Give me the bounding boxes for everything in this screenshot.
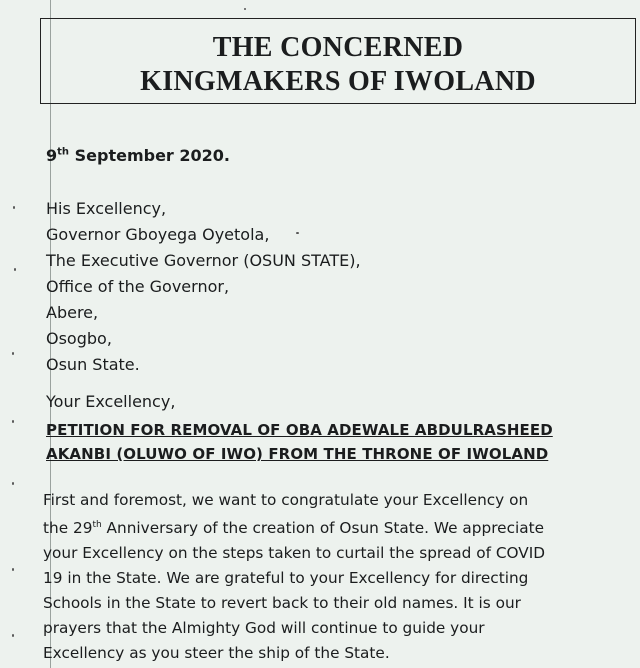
letterhead-box: [40, 18, 636, 104]
address-line: Osogbo,: [46, 329, 112, 348]
scan-speck: [12, 352, 14, 355]
date-day: 9: [46, 146, 58, 165]
body-line: your Excellency on the steps taken to curtail the spread of COVID: [43, 544, 546, 563]
salutation: Your Excellency,: [46, 392, 176, 411]
ordinal-suffix: th: [92, 520, 102, 530]
body-paragraph: [43, 488, 635, 666]
scan-speck: [14, 268, 16, 271]
body-line: prayers that the Almighty God will continue to guide your: [43, 619, 485, 638]
address-line: Osun State.: [46, 355, 140, 374]
recipient-address: [46, 196, 361, 378]
body-text-fragment: the 29: [43, 519, 93, 538]
body-line: Schools in the State to revert back to their old names. It is our: [43, 594, 521, 613]
scan-speck: [296, 232, 299, 234]
scan-speck: [12, 420, 14, 423]
date-suffix: th: [57, 146, 70, 158]
subject-line-1: PETITION FOR REMOVAL OF OBA ADEWALE ABDULRASHEED: [46, 421, 553, 439]
address-line: Governor Gboyega Oyetola,: [46, 225, 270, 244]
subject-line-2: AKANBI (OLUWO OF IWO) FROM THE THRONE OF IWOLAND: [46, 445, 549, 463]
address-line: Office of the Governor,: [46, 277, 230, 296]
date-rest: September 2020.: [69, 146, 230, 165]
scan-speck: [12, 482, 14, 485]
scan-speck: [12, 634, 14, 637]
body-line: 19 in the State. We are grateful to your Excellency for directing: [43, 569, 529, 588]
address-line: Abere,: [46, 303, 99, 322]
letterhead-line-2: KINGMAKERS OF IWOLAND: [140, 66, 536, 97]
body-text-fragment: Anniversary of the creation of Osun State. We appreciate: [101, 519, 545, 538]
scan-speck: [13, 206, 15, 209]
scan-speck: [12, 568, 14, 571]
address-line: The Executive Governor (OSUN STATE),: [46, 251, 361, 270]
address-line: His Excellency,: [46, 199, 167, 218]
letterhead-line-1: THE CONCERNED: [212, 32, 464, 63]
letter-date: [46, 146, 230, 165]
body-line: [43, 513, 635, 541]
scan-speck: [244, 8, 246, 10]
body-line: Excellency as you steer the ship of the State.: [43, 644, 390, 663]
subject-heading: [46, 418, 636, 466]
body-line: First and foremost, we want to congratulate your Excellency on: [43, 491, 529, 509]
